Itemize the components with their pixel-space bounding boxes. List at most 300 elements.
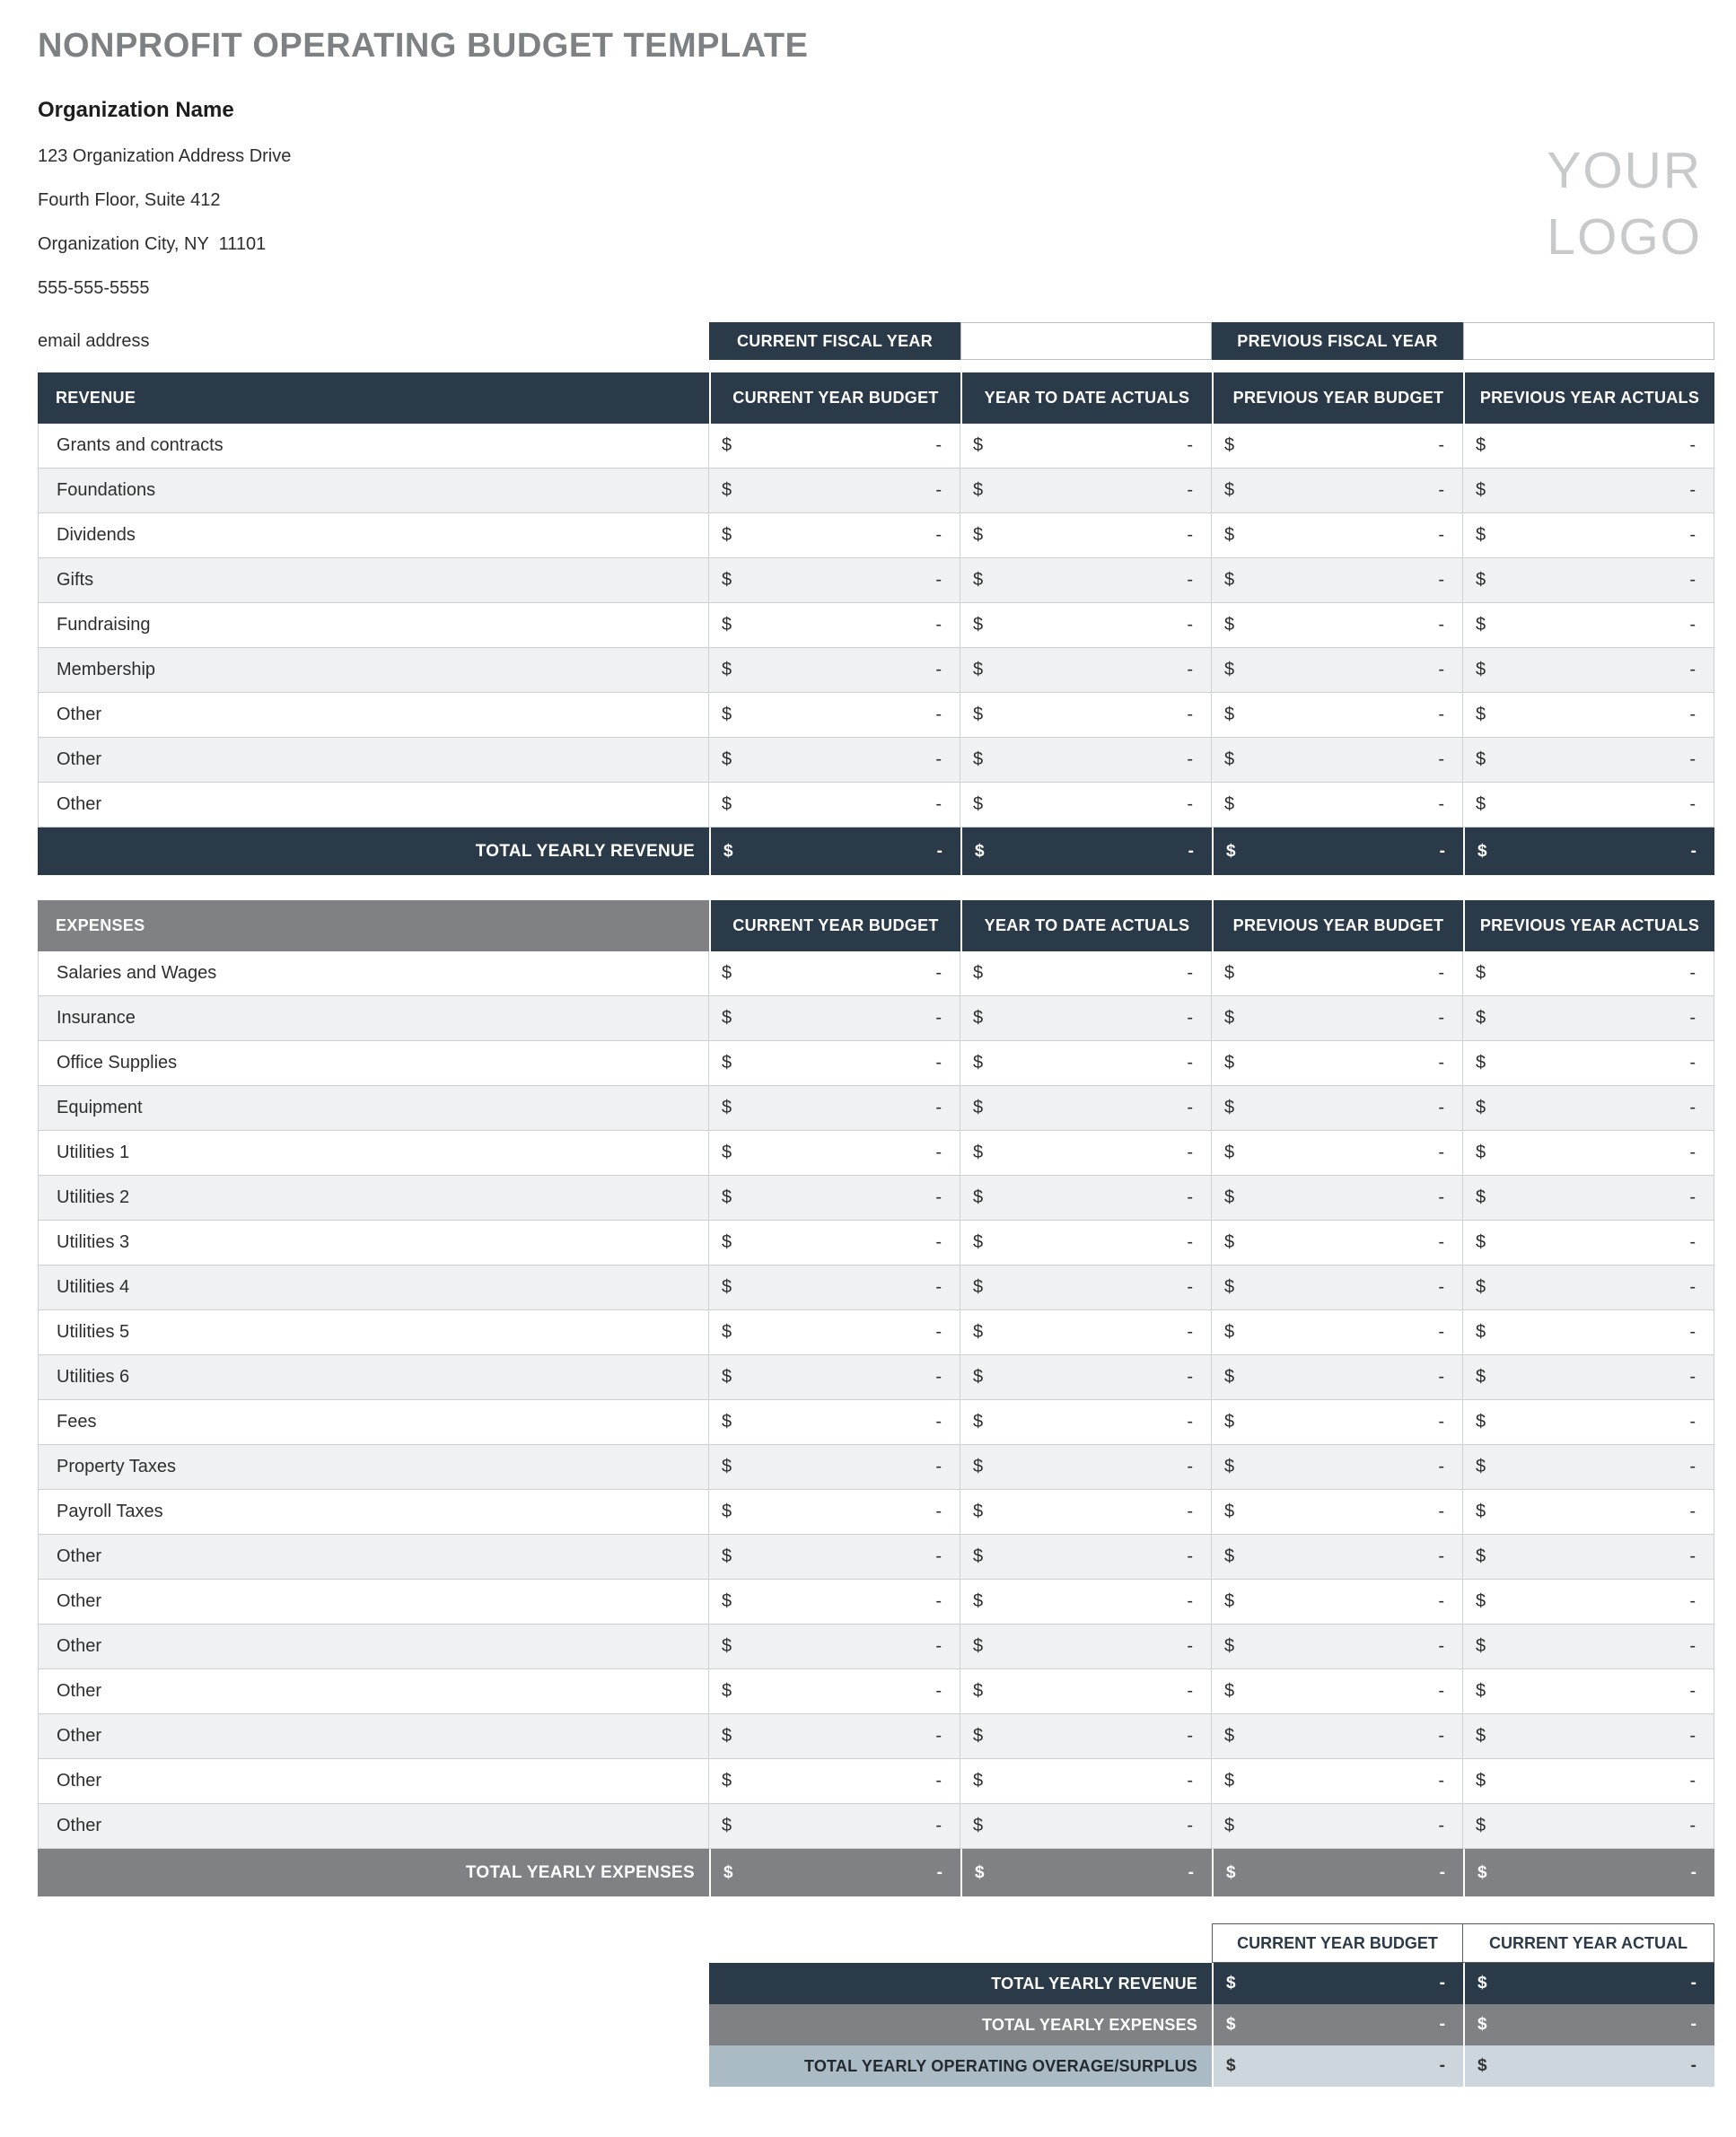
amount-value: - bbox=[1438, 1681, 1444, 1701]
amount-cell-year-to-date-actuals[interactable] bbox=[960, 1580, 1212, 1625]
currency-symbol: $ bbox=[973, 480, 984, 500]
amount-cell-previous-year-actuals[interactable] bbox=[1463, 469, 1714, 513]
amount-cell-year-to-date-actuals[interactable] bbox=[960, 996, 1212, 1041]
currency-symbol: $ bbox=[1224, 1457, 1235, 1476]
currency-symbol: $ bbox=[722, 705, 732, 724]
currency-symbol: $ bbox=[973, 1681, 984, 1701]
table-row bbox=[38, 1804, 1714, 1849]
org-address-line-3: Organization City, NY 11101 bbox=[38, 234, 267, 254]
expenses-total-row bbox=[38, 1849, 1714, 1896]
table-row bbox=[38, 1490, 1714, 1535]
amount-value: - bbox=[1439, 841, 1445, 861]
amount-cell-previous-year-budget[interactable] bbox=[1212, 693, 1463, 738]
amount-cell-year-to-date-actuals[interactable] bbox=[960, 693, 1212, 738]
amount-cell-previous-year-actuals[interactable] bbox=[1463, 738, 1714, 783]
currency-symbol: $ bbox=[1224, 660, 1235, 679]
currency-symbol: $ bbox=[973, 615, 984, 635]
amount-cell-year-to-date-actuals[interactable] bbox=[960, 1355, 1212, 1400]
amount-cell-current-year-budget[interactable] bbox=[709, 1580, 960, 1625]
currency-symbol: $ bbox=[1224, 1591, 1235, 1611]
header-block bbox=[38, 98, 1714, 299]
amount-cell-previous-year-budget[interactable] bbox=[1212, 1625, 1463, 1669]
amount-cell-previous-year-budget[interactable] bbox=[1212, 1804, 1463, 1849]
amount-value: - bbox=[1187, 660, 1193, 679]
amount-cell-previous-year-actuals[interactable] bbox=[1463, 648, 1714, 693]
amount-cell-previous-year-actuals[interactable] bbox=[1463, 1580, 1714, 1625]
amount-value: - bbox=[1187, 1232, 1193, 1252]
amount-cell-current-year-budget[interactable] bbox=[709, 648, 960, 693]
amount-cell-previous-year-budget[interactable] bbox=[1212, 1714, 1463, 1759]
amount-cell-current-year-budget[interactable] bbox=[709, 603, 960, 648]
amount-cell-previous-year-actuals[interactable] bbox=[1463, 1714, 1714, 1759]
amount-cell-year-to-date-actuals[interactable] bbox=[960, 1041, 1212, 1086]
row-label: Gifts bbox=[38, 558, 709, 603]
amount-value: - bbox=[1689, 1502, 1696, 1521]
amount-value: - bbox=[1690, 2056, 1697, 2075]
amount-cell-year-to-date-actuals[interactable] bbox=[960, 1490, 1212, 1535]
amount-value: - bbox=[1689, 749, 1696, 769]
currency-symbol: $ bbox=[1476, 705, 1486, 724]
amount-value: - bbox=[1689, 525, 1696, 545]
amount-value: - bbox=[935, 1546, 942, 1566]
currency-symbol: $ bbox=[973, 1143, 984, 1162]
currency-symbol: $ bbox=[973, 1187, 984, 1207]
amount-cell-year-to-date-actuals[interactable] bbox=[960, 1445, 1212, 1490]
amount-cell-current-year-budget[interactable] bbox=[709, 1131, 960, 1176]
row-label: Utilities 1 bbox=[38, 1131, 709, 1176]
currency-symbol: $ bbox=[973, 570, 984, 590]
currency-symbol: $ bbox=[722, 1098, 732, 1117]
amount-cell-previous-year-actuals[interactable] bbox=[1463, 996, 1714, 1041]
amount-cell-year-to-date-actuals[interactable] bbox=[960, 1266, 1212, 1310]
currency-symbol: $ bbox=[1476, 1412, 1486, 1432]
expenses-header-row bbox=[38, 900, 1714, 951]
amount-value: - bbox=[935, 1232, 942, 1252]
currency-symbol: $ bbox=[973, 1412, 984, 1432]
amount-cell-current-year-budget[interactable] bbox=[709, 1669, 960, 1714]
currency-symbol: $ bbox=[722, 1322, 732, 1342]
amount-cell-current-year-budget[interactable] bbox=[709, 1176, 960, 1221]
row-label: Other bbox=[38, 1759, 709, 1804]
amount-value: - bbox=[1438, 1143, 1444, 1162]
amount-cell-current-year-budget[interactable] bbox=[709, 1400, 960, 1445]
amount-value: - bbox=[1439, 2015, 1445, 2034]
currency-symbol: $ bbox=[1224, 1771, 1235, 1791]
amount-value: - bbox=[1438, 1367, 1444, 1387]
currency-symbol: $ bbox=[1226, 2056, 1236, 2075]
expenses-total-current-year-budget bbox=[709, 1849, 960, 1896]
amount-cell-previous-year-budget[interactable] bbox=[1212, 783, 1463, 828]
currency-symbol: $ bbox=[722, 480, 732, 500]
amount-cell-previous-year-budget[interactable] bbox=[1212, 1086, 1463, 1131]
amount-cell-previous-year-budget[interactable] bbox=[1212, 558, 1463, 603]
currency-symbol: $ bbox=[1224, 615, 1235, 635]
currency-symbol: $ bbox=[722, 615, 732, 635]
amount-cell-previous-year-actuals[interactable] bbox=[1463, 1310, 1714, 1355]
amount-cell-year-to-date-actuals[interactable] bbox=[960, 469, 1212, 513]
amount-value: - bbox=[1187, 1322, 1193, 1342]
revenue-total-previous-year-actuals bbox=[1463, 828, 1714, 875]
amount-value: - bbox=[1187, 1143, 1193, 1162]
amount-value: - bbox=[936, 1862, 943, 1882]
amount-value: - bbox=[935, 1816, 942, 1835]
amount-value: - bbox=[1438, 1457, 1444, 1476]
amount-cell-current-year-budget[interactable] bbox=[709, 424, 960, 469]
row-label: Other bbox=[38, 1714, 709, 1759]
amount-value: - bbox=[1438, 1232, 1444, 1252]
amount-cell-year-to-date-actuals[interactable] bbox=[960, 1714, 1212, 1759]
amount-value: - bbox=[935, 525, 942, 545]
amount-cell-year-to-date-actuals[interactable] bbox=[960, 424, 1212, 469]
currency-symbol: $ bbox=[1476, 1232, 1486, 1252]
currency-symbol: $ bbox=[1224, 1277, 1235, 1297]
amount-cell-current-year-budget[interactable] bbox=[709, 693, 960, 738]
amount-cell-current-year-budget[interactable] bbox=[709, 1625, 960, 1669]
amount-cell-year-to-date-actuals[interactable] bbox=[960, 1669, 1212, 1714]
row-label: Utilities 4 bbox=[38, 1266, 709, 1310]
amount-cell-previous-year-actuals[interactable] bbox=[1463, 1355, 1714, 1400]
amount-cell-current-year-budget[interactable] bbox=[709, 1714, 960, 1759]
currency-symbol: $ bbox=[1224, 1816, 1235, 1835]
revenue-table bbox=[38, 372, 1714, 875]
amount-cell-previous-year-budget[interactable] bbox=[1212, 469, 1463, 513]
column-header-year-to-date-actuals: YEAR TO DATE ACTUALS bbox=[960, 372, 1212, 424]
amount-cell-year-to-date-actuals[interactable] bbox=[960, 951, 1212, 996]
row-label: Other bbox=[38, 1580, 709, 1625]
amount-cell-previous-year-budget[interactable] bbox=[1212, 1355, 1463, 1400]
amount-cell-previous-year-actuals[interactable] bbox=[1463, 1086, 1714, 1131]
amount-cell-previous-year-actuals[interactable] bbox=[1463, 951, 1714, 996]
current-fiscal-year-label: CURRENT FISCAL YEAR bbox=[709, 322, 960, 360]
amount-cell-year-to-date-actuals[interactable] bbox=[960, 648, 1212, 693]
revenue-total-current-year-budget bbox=[709, 828, 960, 875]
currency-symbol: $ bbox=[1476, 1546, 1486, 1566]
amount-cell-year-to-date-actuals[interactable] bbox=[960, 513, 1212, 558]
amount-cell-year-to-date-actuals[interactable] bbox=[960, 1310, 1212, 1355]
table-row bbox=[38, 1669, 1714, 1714]
amount-cell-previous-year-budget[interactable] bbox=[1212, 424, 1463, 469]
amount-cell-current-year-budget[interactable] bbox=[709, 783, 960, 828]
table-row bbox=[38, 1535, 1714, 1580]
currency-symbol: $ bbox=[973, 794, 984, 814]
amount-value: - bbox=[935, 1008, 942, 1028]
summary-revenue-budget-cell bbox=[1212, 1963, 1463, 2004]
summary-column-current-year-actual: CURRENT YEAR ACTUAL bbox=[1463, 1923, 1714, 1963]
currency-symbol: $ bbox=[973, 525, 984, 545]
amount-cell-year-to-date-actuals[interactable] bbox=[960, 1176, 1212, 1221]
amount-value: - bbox=[1438, 660, 1444, 679]
amount-cell-previous-year-budget[interactable] bbox=[1212, 996, 1463, 1041]
currency-symbol: $ bbox=[973, 1008, 984, 1028]
currency-symbol: $ bbox=[722, 1053, 732, 1073]
amount-cell-previous-year-actuals[interactable] bbox=[1463, 513, 1714, 558]
amount-cell-previous-year-actuals[interactable] bbox=[1463, 1221, 1714, 1266]
amount-cell-previous-year-budget[interactable] bbox=[1212, 1131, 1463, 1176]
amount-value: - bbox=[1689, 705, 1696, 724]
amount-cell-previous-year-budget[interactable] bbox=[1212, 1580, 1463, 1625]
amount-value: - bbox=[1187, 963, 1193, 983]
amount-cell-previous-year-actuals[interactable] bbox=[1463, 1445, 1714, 1490]
amount-value: - bbox=[1689, 1591, 1696, 1611]
amount-cell-current-year-budget[interactable] bbox=[709, 951, 960, 996]
amount-value: - bbox=[935, 1412, 942, 1432]
amount-cell-year-to-date-actuals[interactable] bbox=[960, 1804, 1212, 1849]
summary-expenses-actual-cell bbox=[1463, 2004, 1714, 2045]
currency-symbol: $ bbox=[1476, 435, 1486, 455]
amount-cell-previous-year-budget[interactable] bbox=[1212, 1445, 1463, 1490]
amount-value: - bbox=[1689, 570, 1696, 590]
amount-cell-current-year-budget[interactable] bbox=[709, 1221, 960, 1266]
summary-spacer bbox=[38, 2045, 709, 2087]
row-label: Other bbox=[38, 693, 709, 738]
amount-value: - bbox=[1438, 705, 1444, 724]
currency-symbol: $ bbox=[1224, 1636, 1235, 1656]
amount-cell-current-year-budget[interactable] bbox=[709, 1445, 960, 1490]
currency-symbol: $ bbox=[1476, 1053, 1486, 1073]
amount-value: - bbox=[1689, 963, 1696, 983]
amount-cell-year-to-date-actuals[interactable] bbox=[960, 603, 1212, 648]
amount-cell-previous-year-budget[interactable] bbox=[1212, 1041, 1463, 1086]
amount-cell-previous-year-actuals[interactable] bbox=[1463, 558, 1714, 603]
amount-cell-previous-year-actuals[interactable] bbox=[1463, 1400, 1714, 1445]
currency-symbol: $ bbox=[1476, 660, 1486, 679]
amount-cell-previous-year-budget[interactable] bbox=[1212, 1176, 1463, 1221]
amount-cell-previous-year-actuals[interactable] bbox=[1463, 1131, 1714, 1176]
amount-cell-previous-year-budget[interactable] bbox=[1212, 1310, 1463, 1355]
amount-cell-current-year-budget[interactable] bbox=[709, 996, 960, 1041]
currency-symbol: $ bbox=[1224, 794, 1235, 814]
table-row bbox=[38, 951, 1714, 996]
currency-symbol: $ bbox=[1476, 1457, 1486, 1476]
amount-value: - bbox=[1689, 1367, 1696, 1387]
amount-cell-year-to-date-actuals[interactable] bbox=[960, 1400, 1212, 1445]
amount-value: - bbox=[1187, 615, 1193, 635]
amount-cell-previous-year-actuals[interactable] bbox=[1463, 1759, 1714, 1804]
amount-value: - bbox=[1438, 1591, 1444, 1611]
amount-cell-year-to-date-actuals[interactable] bbox=[960, 558, 1212, 603]
amount-cell-current-year-budget[interactable] bbox=[709, 1759, 960, 1804]
amount-cell-current-year-budget[interactable] bbox=[709, 1804, 960, 1849]
currency-symbol: $ bbox=[973, 1457, 984, 1476]
amount-cell-previous-year-actuals[interactable] bbox=[1463, 1041, 1714, 1086]
amount-cell-current-year-budget[interactable] bbox=[709, 1310, 960, 1355]
currency-symbol: $ bbox=[1476, 1367, 1486, 1387]
amount-cell-year-to-date-actuals[interactable] bbox=[960, 1625, 1212, 1669]
currency-symbol: $ bbox=[1476, 480, 1486, 500]
currency-symbol: $ bbox=[975, 841, 985, 861]
amount-cell-previous-year-budget[interactable] bbox=[1212, 1490, 1463, 1535]
currency-symbol: $ bbox=[1224, 1187, 1235, 1207]
currency-symbol: $ bbox=[1477, 1862, 1487, 1882]
currency-symbol: $ bbox=[1224, 1726, 1235, 1746]
amount-cell-current-year-budget[interactable] bbox=[709, 469, 960, 513]
amount-value: - bbox=[1689, 1143, 1696, 1162]
amount-cell-previous-year-actuals[interactable] bbox=[1463, 1266, 1714, 1310]
amount-cell-year-to-date-actuals[interactable] bbox=[960, 1131, 1212, 1176]
previous-fiscal-year-input[interactable] bbox=[1463, 322, 1714, 360]
currency-symbol: $ bbox=[1476, 1591, 1486, 1611]
currency-symbol: $ bbox=[973, 1726, 984, 1746]
table-row bbox=[38, 648, 1714, 693]
row-label: Utilities 6 bbox=[38, 1355, 709, 1400]
amount-value: - bbox=[1438, 1636, 1444, 1656]
amount-cell-previous-year-actuals[interactable] bbox=[1463, 1490, 1714, 1535]
table-row bbox=[38, 693, 1714, 738]
row-label: Membership bbox=[38, 648, 709, 693]
amount-value: - bbox=[1187, 705, 1193, 724]
amount-cell-previous-year-actuals[interactable] bbox=[1463, 783, 1714, 828]
currency-symbol: $ bbox=[722, 1143, 732, 1162]
amount-cell-year-to-date-actuals[interactable] bbox=[960, 1221, 1212, 1266]
table-row bbox=[38, 558, 1714, 603]
amount-value: - bbox=[935, 1367, 942, 1387]
expenses-section-header: EXPENSES bbox=[38, 900, 709, 951]
amount-cell-current-year-budget[interactable] bbox=[709, 1086, 960, 1131]
amount-cell-previous-year-budget[interactable] bbox=[1212, 1759, 1463, 1804]
table-row bbox=[38, 1714, 1714, 1759]
amount-cell-year-to-date-actuals[interactable] bbox=[960, 1086, 1212, 1131]
amount-cell-previous-year-actuals[interactable] bbox=[1463, 603, 1714, 648]
currency-symbol: $ bbox=[722, 570, 732, 590]
row-label: Utilities 2 bbox=[38, 1176, 709, 1221]
amount-value: - bbox=[1187, 1591, 1193, 1611]
amount-cell-previous-year-actuals[interactable] bbox=[1463, 1669, 1714, 1714]
amount-value: - bbox=[935, 749, 942, 769]
amount-value: - bbox=[1187, 794, 1193, 814]
amount-cell-year-to-date-actuals[interactable] bbox=[960, 738, 1212, 783]
amount-cell-current-year-budget[interactable] bbox=[709, 1490, 960, 1535]
amount-value: - bbox=[1187, 570, 1193, 590]
amount-value: - bbox=[1689, 794, 1696, 814]
amount-value: - bbox=[1438, 1008, 1444, 1028]
currency-symbol: $ bbox=[973, 1816, 984, 1835]
amount-cell-previous-year-budget[interactable] bbox=[1212, 648, 1463, 693]
summary-header-row bbox=[38, 1923, 1714, 1963]
table-row bbox=[38, 1041, 1714, 1086]
amount-cell-current-year-budget[interactable] bbox=[709, 1041, 960, 1086]
currency-symbol: $ bbox=[973, 1053, 984, 1073]
currency-symbol: $ bbox=[1476, 1322, 1486, 1342]
amount-value: - bbox=[935, 615, 942, 635]
currency-symbol: $ bbox=[973, 1771, 984, 1791]
amount-cell-previous-year-budget[interactable] bbox=[1212, 1400, 1463, 1445]
summary-spacer bbox=[38, 1963, 709, 2004]
amount-cell-previous-year-actuals[interactable] bbox=[1463, 693, 1714, 738]
amount-value: - bbox=[935, 1143, 942, 1162]
row-label: Fundraising bbox=[38, 603, 709, 648]
column-header-current-year-budget: CURRENT YEAR BUDGET bbox=[709, 372, 960, 424]
amount-cell-previous-year-actuals[interactable] bbox=[1463, 1625, 1714, 1669]
amount-cell-previous-year-actuals[interactable] bbox=[1463, 1176, 1714, 1221]
currency-symbol: $ bbox=[1224, 705, 1235, 724]
amount-cell-current-year-budget[interactable] bbox=[709, 1266, 960, 1310]
previous-fiscal-year-label: PREVIOUS FISCAL YEAR bbox=[1212, 322, 1463, 360]
amount-cell-current-year-budget[interactable] bbox=[709, 1355, 960, 1400]
amount-cell-current-year-budget[interactable] bbox=[709, 558, 960, 603]
amount-cell-previous-year-budget[interactable] bbox=[1212, 603, 1463, 648]
revenue-total-label: TOTAL YEARLY REVENUE bbox=[38, 828, 709, 875]
amount-cell-previous-year-budget[interactable] bbox=[1212, 1266, 1463, 1310]
amount-cell-year-to-date-actuals[interactable] bbox=[960, 1759, 1212, 1804]
table-row bbox=[38, 1400, 1714, 1445]
summary-overage-budget-cell bbox=[1212, 2045, 1463, 2087]
amount-value: - bbox=[1689, 1008, 1696, 1028]
amount-cell-previous-year-budget[interactable] bbox=[1212, 738, 1463, 783]
currency-symbol: $ bbox=[722, 1457, 732, 1476]
currency-symbol: $ bbox=[973, 963, 984, 983]
currency-symbol: $ bbox=[722, 1232, 732, 1252]
amount-cell-year-to-date-actuals[interactable] bbox=[960, 783, 1212, 828]
currency-symbol: $ bbox=[1226, 1974, 1236, 1992]
amount-cell-previous-year-budget[interactable] bbox=[1212, 1221, 1463, 1266]
amount-cell-current-year-budget[interactable] bbox=[709, 1535, 960, 1580]
column-header-previous-year-actuals: PREVIOUS YEAR ACTUALS bbox=[1463, 900, 1714, 951]
table-row bbox=[38, 1355, 1714, 1400]
amount-value: - bbox=[1689, 1322, 1696, 1342]
currency-symbol: $ bbox=[1476, 1726, 1486, 1746]
amount-cell-previous-year-budget[interactable] bbox=[1212, 951, 1463, 996]
amount-cell-previous-year-budget[interactable] bbox=[1212, 1669, 1463, 1714]
table-row bbox=[38, 513, 1714, 558]
amount-value: - bbox=[1689, 1053, 1696, 1073]
currency-symbol: $ bbox=[1224, 1367, 1235, 1387]
currency-symbol: $ bbox=[973, 705, 984, 724]
revenue-total-year-to-date-actuals bbox=[960, 828, 1212, 875]
amount-value: - bbox=[935, 705, 942, 724]
column-header-year-to-date-actuals: YEAR TO DATE ACTUALS bbox=[960, 900, 1212, 951]
currency-symbol: $ bbox=[722, 1816, 732, 1835]
amount-value: - bbox=[936, 841, 943, 861]
summary-column-current-year-budget: CURRENT YEAR BUDGET bbox=[1212, 1923, 1463, 1963]
amount-value: - bbox=[935, 1457, 942, 1476]
currency-symbol: $ bbox=[1224, 1098, 1235, 1117]
amount-value: - bbox=[1689, 1187, 1696, 1207]
row-label: Salaries and Wages bbox=[38, 951, 709, 996]
amount-cell-previous-year-budget[interactable] bbox=[1212, 1535, 1463, 1580]
amount-cell-current-year-budget[interactable] bbox=[709, 513, 960, 558]
amount-value: - bbox=[935, 1098, 942, 1117]
amount-value: - bbox=[1689, 1412, 1696, 1432]
current-fiscal-year-input[interactable] bbox=[960, 322, 1212, 360]
amount-cell-previous-year-actuals[interactable] bbox=[1463, 424, 1714, 469]
amount-cell-previous-year-actuals[interactable] bbox=[1463, 1804, 1714, 1849]
currency-symbol: $ bbox=[1477, 2015, 1487, 2034]
currency-symbol: $ bbox=[722, 435, 732, 455]
amount-cell-previous-year-budget[interactable] bbox=[1212, 513, 1463, 558]
amount-cell-year-to-date-actuals[interactable] bbox=[960, 1535, 1212, 1580]
currency-symbol: $ bbox=[1224, 1232, 1235, 1252]
currency-symbol: $ bbox=[723, 1862, 733, 1882]
amount-value: - bbox=[1689, 1636, 1696, 1656]
table-row bbox=[38, 1580, 1714, 1625]
amount-value: - bbox=[1689, 435, 1696, 455]
amount-value: - bbox=[1438, 1816, 1444, 1835]
amount-value: - bbox=[935, 1277, 942, 1297]
currency-symbol: $ bbox=[1224, 570, 1235, 590]
currency-symbol: $ bbox=[723, 841, 733, 861]
currency-symbol: $ bbox=[722, 1187, 732, 1207]
currency-symbol: $ bbox=[722, 1636, 732, 1656]
amount-value: - bbox=[935, 570, 942, 590]
amount-cell-previous-year-actuals[interactable] bbox=[1463, 1535, 1714, 1580]
amount-value: - bbox=[1689, 1726, 1696, 1746]
summary-revenue-label: TOTAL YEARLY REVENUE bbox=[709, 1963, 1212, 2004]
amount-cell-current-year-budget[interactable] bbox=[709, 738, 960, 783]
revenue-total-previous-year-budget bbox=[1212, 828, 1463, 875]
expenses-rows bbox=[38, 951, 1714, 1849]
amount-value: - bbox=[1187, 480, 1193, 500]
currency-symbol: $ bbox=[1476, 794, 1486, 814]
